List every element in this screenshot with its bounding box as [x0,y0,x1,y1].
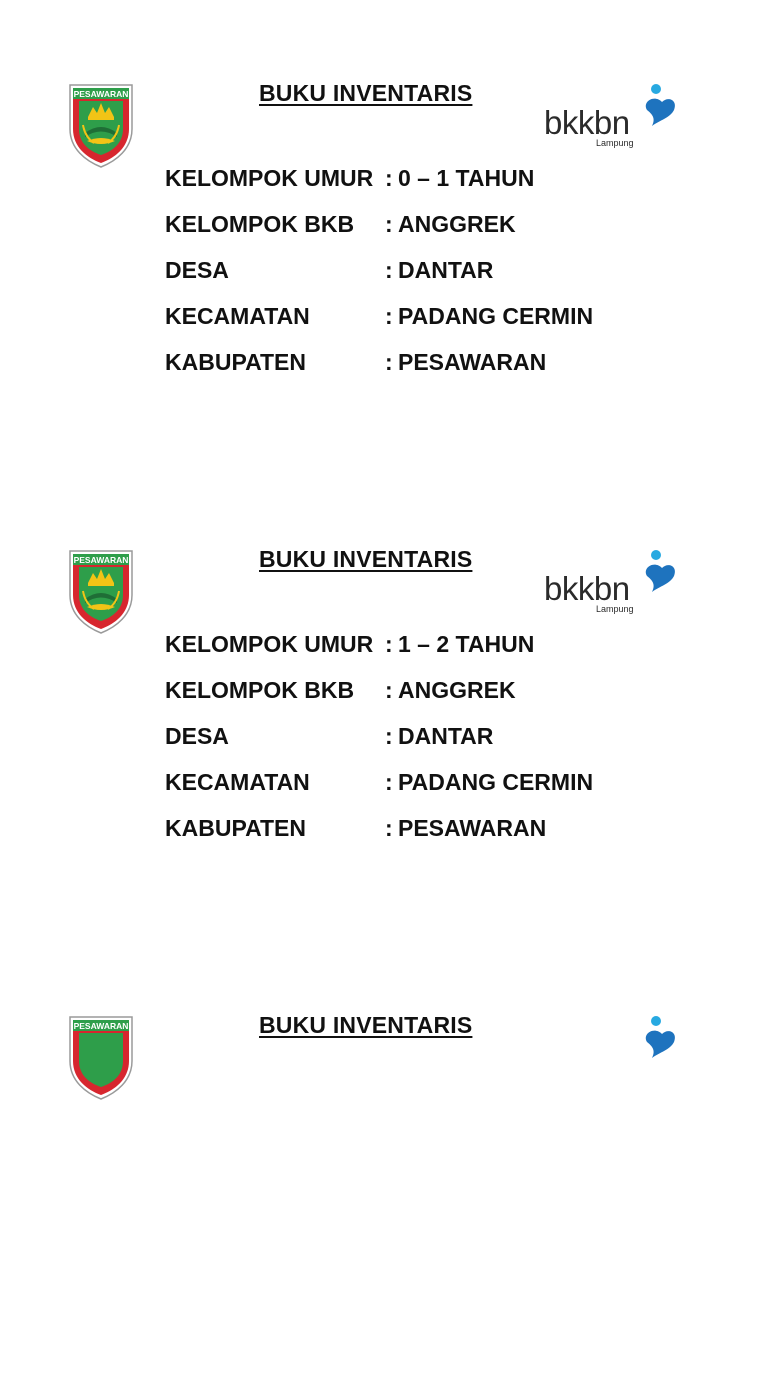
info-row-subdistrict [165,759,593,805]
info-list [165,621,593,851]
info-row-age-group [165,155,593,201]
inventory-card-1 [0,0,768,466]
info-row-age-group [165,621,593,667]
info-value: 1 – 2 TAHUN [398,630,535,657]
pesawaran-crest-icon [68,549,134,635]
info-separator: : [385,814,393,841]
info-separator: : [385,348,393,375]
info-value: PADANG CERMIN [398,768,594,795]
info-separator: : [385,210,393,237]
info-label: KELOMPOK BKB [165,676,355,703]
pesawaran-crest-icon [68,1015,134,1101]
page-title: BUKU INVENTARIS [259,80,473,106]
info-label: KECAMATAN [165,768,310,795]
info-value: ANGGREK [398,676,516,703]
pesawaran-crest-icon [68,83,134,169]
bkkbn-region-label: Lampung [596,138,634,148]
inventory-card-3 [0,932,768,1398]
info-label: KABUPATEN [165,814,306,841]
info-row-village [165,247,593,293]
info-row-regency [165,805,593,851]
page-title: BUKU INVENTARIS [259,546,473,572]
crest-banner-text: PESAWARAN [73,89,129,99]
info-row-bkb-group [165,667,593,713]
info-label: DESA [165,256,229,283]
info-row-village [165,713,593,759]
bkkbn-wordmark: bkkbn [544,570,630,607]
info-label: KELOMPOK UMUR [165,164,374,191]
info-label: DESA [165,722,229,749]
bkkbn-logo-icon [544,548,678,616]
inventory-card-2 [0,466,768,932]
info-separator: : [385,676,393,703]
info-row-subdistrict [165,293,593,339]
info-row-bkb-group [165,201,593,247]
info-label: KECAMATAN [165,302,310,329]
info-separator: : [385,630,393,657]
info-value: PESAWARAN [398,814,547,841]
info-value: PADANG CERMIN [398,302,594,329]
info-label: KELOMPOK BKB [165,210,355,237]
info-label: KELOMPOK UMUR [165,630,374,657]
bkkbn-logo-icon [544,1014,678,1082]
info-list [165,155,593,385]
info-value: DANTAR [398,722,494,749]
info-row-regency [165,339,593,385]
info-separator: : [385,302,393,329]
info-value: 0 – 1 TAHUN [398,164,535,191]
info-value: PESAWARAN [398,348,547,375]
crest-banner-text: PESAWARAN [73,555,129,565]
info-separator: : [385,256,393,283]
crest-banner-text: PESAWARAN [73,1021,129,1031]
info-separator: : [385,164,393,191]
bkkbn-logo-icon [544,82,678,150]
info-label: KABUPATEN [165,348,306,375]
info-separator: : [385,722,393,749]
info-value: ANGGREK [398,210,516,237]
info-separator: : [385,768,393,795]
bkkbn-wordmark: bkkbn [544,104,630,141]
page-title: BUKU INVENTARIS [259,1012,473,1038]
bkkbn-region-label: Lampung [596,604,634,614]
info-value: DANTAR [398,256,494,283]
